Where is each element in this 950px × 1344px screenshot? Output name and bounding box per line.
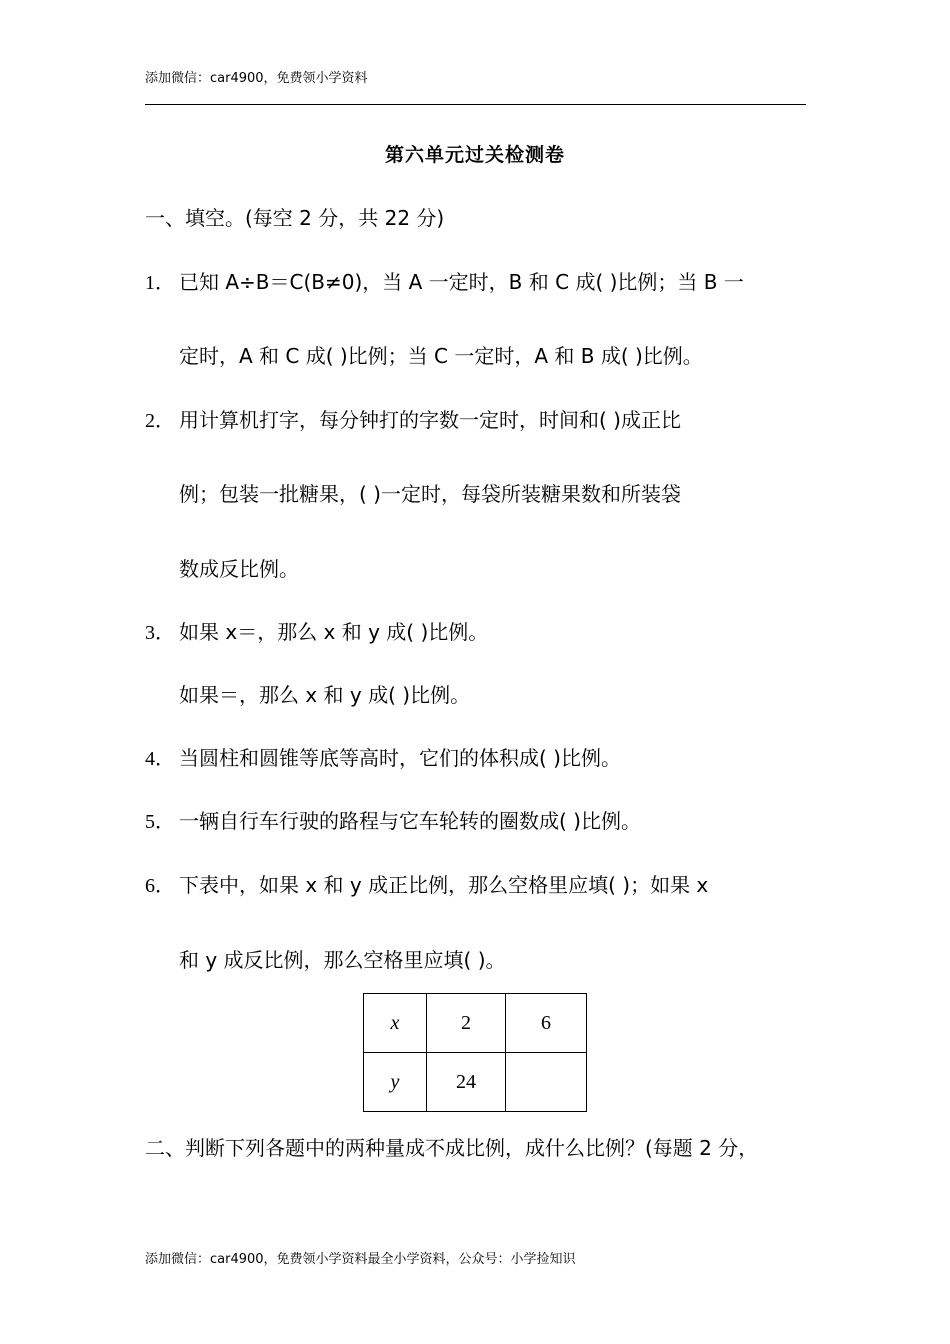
table-row	[364, 994, 587, 1053]
question-6-line-1	[145, 869, 708, 898]
question-3-text-1: 如果 x＝，那么 x 和 y 成( )比例。	[179, 620, 489, 644]
question-3-line-1	[145, 616, 488, 645]
question-1-number: 1．	[145, 272, 175, 294]
section-1-heading: 一、填空。(每空 2 分，共 22 分)	[145, 206, 445, 230]
footer-note: 添加微信：car4900，免费领小学资料最全小学资料，公众号：小学捡知识	[145, 1252, 576, 1267]
header-divider	[145, 104, 806, 105]
question-3-number: 3．	[145, 622, 175, 644]
question-6-line-2: 和 y 成反比例，那么空格里应填( )。	[179, 948, 506, 972]
table-cell-y-label: y	[364, 1053, 427, 1112]
question-4-text-1: 当圆柱和圆锥等底等高时，它们的体积成( )比例。	[179, 746, 621, 770]
question-2-line-3: 数成反比例。	[179, 557, 299, 581]
question-3-line-2: 如果＝，那么 x 和 y 成( )比例。	[179, 683, 471, 707]
table-cell: 6	[506, 994, 587, 1053]
question-2-line-2: 例；包装一批糖果，( )一定时，每袋所装糖果数和所装袋	[179, 482, 681, 506]
question-4-number: 4．	[145, 748, 175, 770]
table-cell: 24	[427, 1053, 506, 1112]
table-cell: 2	[427, 994, 506, 1053]
question-2-line-1	[145, 404, 681, 433]
question-2-text-1: 用计算机打字，每分钟打的字数一定时，时间和( )成正比	[179, 408, 681, 432]
question-1-text-1: 已知 A÷B＝C(B≠0)，当 A 一定时，B 和 C 成( )比例；当 B 一	[179, 270, 744, 294]
question-5-line-1	[145, 805, 641, 834]
question-1-line-1	[145, 266, 744, 295]
table-row	[364, 1053, 587, 1112]
question-5-number: 5．	[145, 811, 175, 833]
question-1-line-2: 定时，A 和 C 成( )比例；当 C 一定时，A 和 B 成( )比例。	[179, 344, 703, 368]
page-title: 第六单元过关检测卷	[384, 144, 565, 166]
table-cell-blank	[506, 1053, 587, 1112]
section-2-heading: 二、判断下列各题中的两种量成不成比例，成什么比例？(每题 2 分，	[145, 1136, 759, 1160]
question-6-number: 6．	[145, 875, 175, 897]
proportion-table	[363, 993, 587, 1112]
header-note: 添加微信：car4900，免费领小学资料	[145, 71, 368, 86]
question-5-text-1: 一辆自行车行驶的路程与它车轮转的圈数成( )比例。	[179, 809, 641, 833]
question-2-number: 2．	[145, 410, 175, 432]
table-cell-x-label: x	[364, 994, 427, 1053]
question-4-line-1	[145, 742, 621, 771]
question-6-text-1: 下表中，如果 x 和 y 成正比例，那么空格里应填( )；如果 x	[179, 873, 709, 897]
